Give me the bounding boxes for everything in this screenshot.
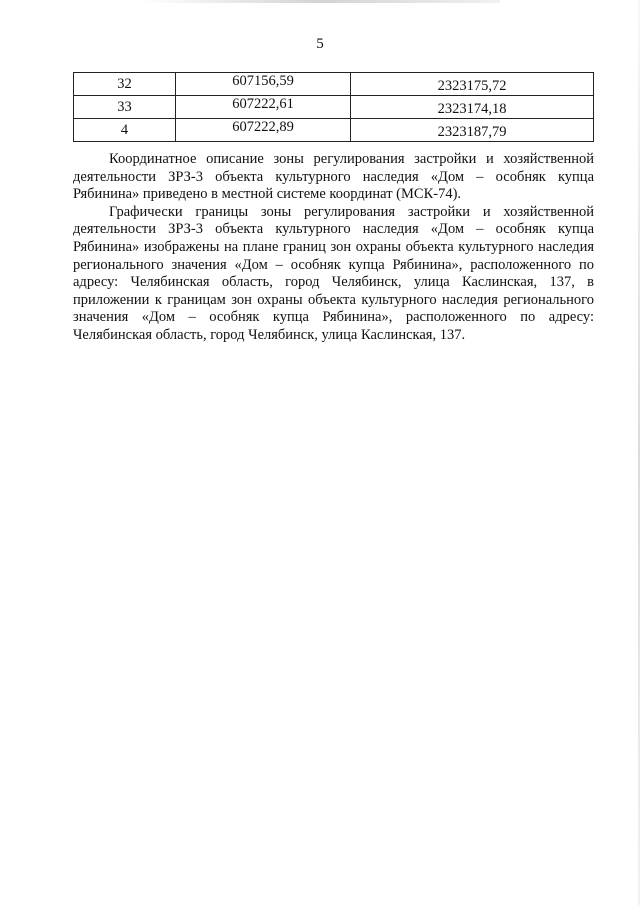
x-coordinate-cell <box>176 73 351 96</box>
point-number-cell: 33 <box>74 96 176 119</box>
table-row <box>74 73 594 96</box>
x-coordinate-value: 607222,89 <box>232 119 294 135</box>
table-row <box>74 96 594 119</box>
y-coordinate-cell <box>351 96 594 119</box>
paragraph-graphic-boundaries: Графически границы зоны регулирования застройки и хозяйственной деятельности ЗРЗ-3 объекта культурного наследия «Дом – особняк купца Рябинина» изображены на плане границ зон охраны объекта культурного наследия регионального значения «Дом – особняк купца Рябинина», расположенного по адресу: Челябинская область, город Челябинск, улица Каслинская, 137, в приложении к границам зон охраны объекта культурного наследия регионального значения «Дом – особняк купца Рябинина», расположенного по адресу: Челябинская область, город Челябинск, улица Каслинская, 137. <box>73 203 594 343</box>
y-coordinate-value: 2323175,72 <box>437 78 507 94</box>
y-coordinate-value: 2323174,18 <box>437 101 507 117</box>
x-coordinate-cell <box>176 119 351 142</box>
coordinates-table <box>73 72 594 142</box>
y-coordinate-cell <box>351 73 594 96</box>
page-number: 5 <box>316 36 324 52</box>
paragraph-coordinate-description: Координатное описание зоны регулирования застройки и хозяйственной деятельности ЗРЗ-3 объекта культурного наследия «Дом – особняк купца Рябинина» приведено в местной системе координат (МСК-74). <box>73 151 594 203</box>
point-number-cell: 4 <box>74 119 176 142</box>
document-body <box>73 151 594 345</box>
point-number-cell: 32 <box>74 73 176 96</box>
table-row <box>74 119 594 142</box>
x-coordinate-cell <box>176 96 351 119</box>
y-coordinate-cell <box>351 119 594 142</box>
x-coordinate-value: 607156,59 <box>232 73 294 89</box>
scan-edge-top <box>140 0 500 3</box>
x-coordinate-value: 607222,61 <box>232 96 294 112</box>
y-coordinate-value: 2323187,79 <box>437 124 507 140</box>
